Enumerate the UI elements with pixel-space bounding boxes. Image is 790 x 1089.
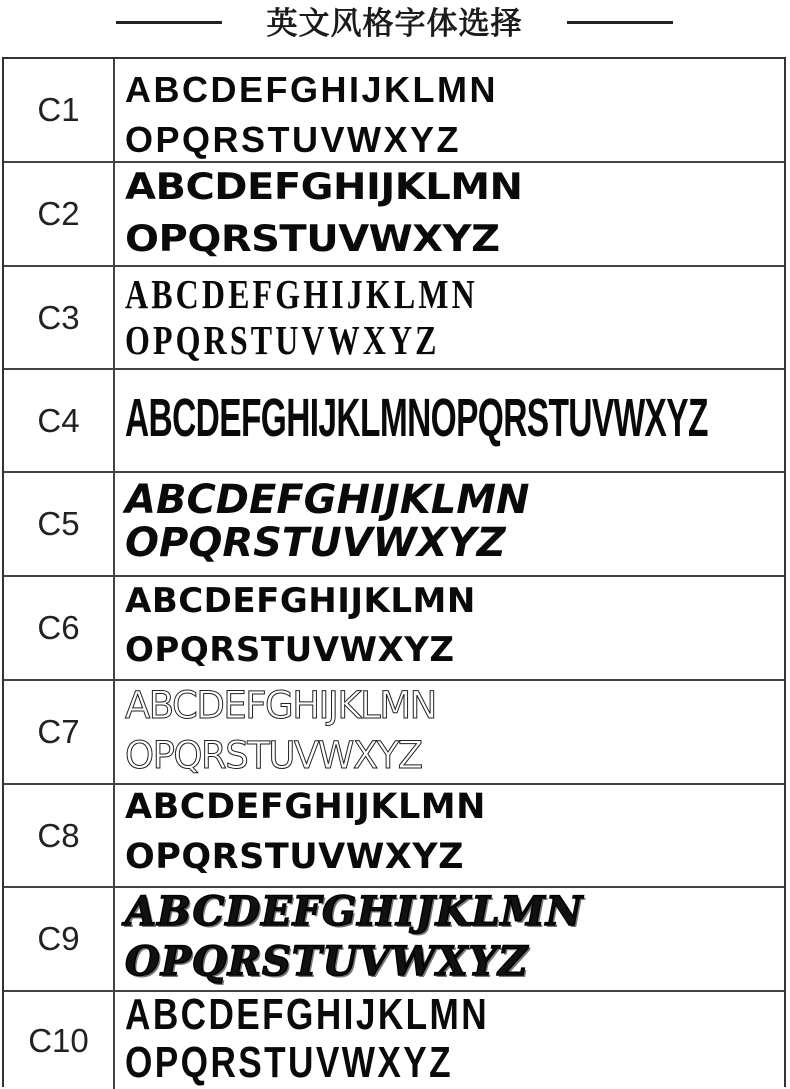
- font-sample: [115, 681, 784, 783]
- font-code: C3: [4, 267, 115, 368]
- sample-line-1: ABCDEFGHIJKLMN: [125, 581, 476, 621]
- font-row-c5[interactable]: [4, 473, 784, 577]
- header-right-rule: [567, 21, 673, 24]
- font-code: C4: [4, 370, 115, 471]
- font-row-c4[interactable]: [4, 370, 784, 473]
- sample-line-2: OPQRSTUVWXYZ: [125, 938, 529, 985]
- sample-line-2: OPQRSTUVWXYZ: [125, 630, 455, 670]
- sample-line-1: ABCDEFGHIJKLMN: [125, 166, 523, 209]
- header-left-rule: [116, 21, 222, 24]
- font-code: C5: [4, 473, 115, 575]
- font-row-c7[interactable]: [4, 681, 784, 785]
- font-sample: [115, 785, 784, 886]
- font-sample: [115, 163, 784, 265]
- font-sample: [115, 577, 784, 679]
- font-sample: [115, 473, 784, 575]
- font-sample: [115, 992, 784, 1089]
- sample-line-1: ABCDEFGHIJKLMNOPQRSTUVWXYZ: [125, 388, 708, 448]
- font-sample: [115, 888, 784, 990]
- font-row-c1[interactable]: [4, 59, 784, 163]
- font-row-c6[interactable]: [4, 577, 784, 681]
- font-row-c9[interactable]: [4, 888, 784, 992]
- sample-line-2: OPQRSTUVWXYZ: [125, 119, 462, 160]
- sample-line-1: ABCDEFGHIJKLMN: [125, 990, 490, 1039]
- sample-line-2: OPQRSTUVWXYZ: [125, 1038, 454, 1087]
- sample-line-1: ABCDEFGHIJKLMN: [125, 271, 478, 317]
- font-row-c2[interactable]: [4, 163, 784, 267]
- page-title: 英文风格字体选择: [266, 6, 523, 42]
- font-row-c10[interactable]: [4, 992, 784, 1089]
- sample-line-1: ABCDEFGHIJKLMN: [125, 684, 436, 727]
- font-sample: [115, 370, 784, 471]
- sample-line-2: OPQRSTUVWXYZ: [125, 520, 506, 566]
- font-code: C9: [4, 888, 115, 990]
- font-row-c8[interactable]: [4, 785, 784, 888]
- sample-line-2: OPQRSTUVWXYZ: [125, 317, 440, 363]
- sample-line-1: ABCDEFGHIJKLMN: [125, 69, 498, 110]
- sample-line-2: OPQRSTUVWXYZ: [125, 218, 500, 261]
- font-code: C1: [4, 59, 115, 161]
- font-row-c3[interactable]: [4, 267, 784, 370]
- sample-line-1: ABCDEFGHIJKLMN: [125, 888, 584, 935]
- font-style-table: [2, 57, 786, 1087]
- font-code: C10: [4, 992, 115, 1089]
- font-sample: [115, 267, 784, 368]
- font-code: C6: [4, 577, 115, 679]
- font-code: C2: [4, 163, 115, 265]
- font-code: C8: [4, 785, 115, 886]
- font-code: C7: [4, 681, 115, 783]
- header: [0, 0, 790, 55]
- sample-line-1: ABCDEFGHIJKLMN: [125, 787, 486, 827]
- sample-line-2: OPQRSTUVWXYZ: [125, 837, 465, 877]
- font-sample: [115, 59, 784, 161]
- sample-line-2: OPQRSTUVWXYZ: [125, 734, 422, 777]
- sample-line-1: ABCDEFGHIJKLMN: [125, 477, 530, 523]
